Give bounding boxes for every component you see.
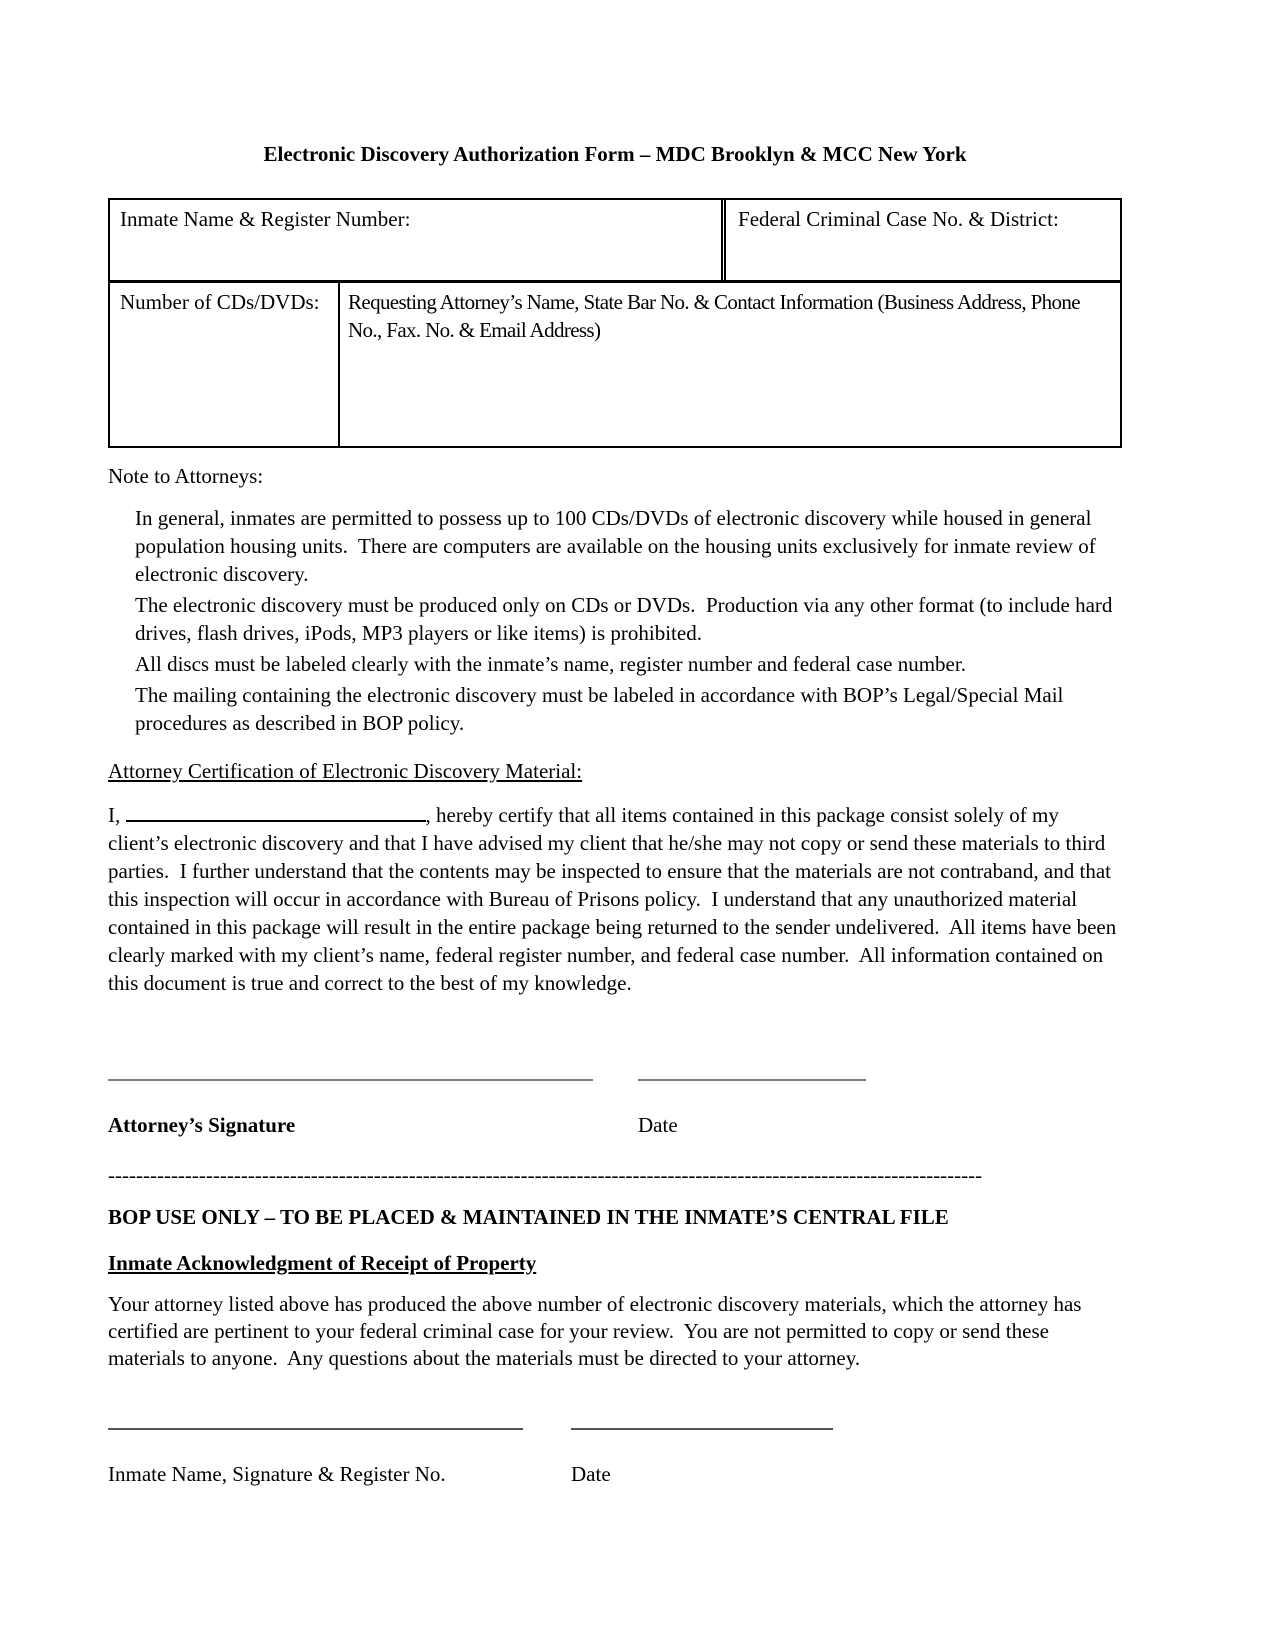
certification-prefix: I, bbox=[108, 803, 126, 827]
note-paragraphs bbox=[135, 504, 1122, 737]
inmate-acknowledgment-heading: Inmate Acknowledgment of Receipt of Property bbox=[108, 1251, 537, 1275]
certification-paragraph bbox=[108, 801, 1122, 997]
number-of-cds-label: Number of CDs/DVDs: bbox=[120, 290, 320, 314]
info-table-row-2 bbox=[110, 283, 1120, 446]
attorney-signature-block bbox=[108, 1079, 1122, 1139]
note-to-attorneys-heading: Note to Attorneys: bbox=[108, 464, 264, 488]
inmate-name-label: Inmate Name & Register Number: bbox=[120, 207, 411, 231]
note-paragraph: The electronic discovery must be produced only on CDs or DVDs. Production via any other format (to include hard drives, flash drives, iPods, MP3 players or like items) is prohibited. bbox=[135, 593, 1118, 645]
attorney-name-blank[interactable] bbox=[126, 804, 426, 822]
requesting-attorney-field[interactable] bbox=[338, 283, 1120, 446]
inmate-date-line[interactable] bbox=[571, 1428, 833, 1430]
attorney-date-label: Date bbox=[638, 1113, 678, 1137]
federal-case-field[interactable] bbox=[721, 200, 1120, 280]
attorney-date-line[interactable] bbox=[638, 1079, 866, 1081]
inmate-name-field[interactable] bbox=[110, 200, 721, 280]
inmate-signature-line[interactable] bbox=[108, 1428, 523, 1430]
attorney-certification-heading: Attorney Certification of Electronic Discovery Material: bbox=[108, 759, 583, 783]
note-paragraph: All discs must be labeled clearly with the inmate’s name, register number and federal case number. bbox=[135, 652, 966, 676]
inmate-date-label: Date bbox=[571, 1462, 611, 1486]
inmate-signature-label: Inmate Name, Signature & Register No. bbox=[108, 1462, 446, 1486]
note-paragraph: In general, inmates are permitted to possess up to 100 CDs/DVDs of electronic discovery while housed in general population housing units. There are computers are available on the housing units exclusively for inmate review of electronic discovery. bbox=[135, 506, 1101, 586]
bop-use-only-heading: BOP USE ONLY – TO BE PLACED & MAINTAINED IN THE INMATE’S CENTRAL FILE bbox=[108, 1205, 949, 1229]
info-table bbox=[108, 198, 1122, 448]
note-paragraph: The mailing containing the electronic discovery must be labeled in accordance with BOP’s Legal/Special Mail procedures as described in BOP policy. bbox=[135, 683, 1069, 735]
inmate-acknowledgment-paragraph: Your attorney listed above has produced the above number of electronic discovery materials, which the attorney has certified are pertinent to your federal criminal case for your review. You are not permitted to copy or send these materials to anyone. Any questions about the materials must be directed to your attorney. bbox=[108, 1292, 1087, 1370]
requesting-attorney-label: Requesting Attorney’s Name, State Bar No. & Contact Information (Business Address, Phone No., Fax. No. & Email Address) bbox=[348, 290, 1080, 342]
info-table-row-1 bbox=[110, 200, 1120, 283]
section-divider: ----------------------------------------------------------------------------------------------------------------------------- bbox=[108, 1163, 983, 1187]
inmate-signature-block bbox=[108, 1428, 1122, 1488]
number-of-cds-field[interactable] bbox=[110, 283, 338, 446]
certification-body: , hereby certify that all items contained in this package consist solely of my client’s electronic discovery and that I have advised my client that he/she may not copy or send these materials to third parties. I further understand that the contents may be inspected to ensure that the materials are not contraband, and that this inspection will occur in accordance with Bureau of Prisons policy. I understand that any unauthorized material contained in this package will result in the entire package being returned to the sender undelivered. All items have been clearly marked with my client’s name, federal register number, and federal case number. All information contained on this document is true and correct to the best of my knowledge. bbox=[108, 803, 1122, 995]
form-title: Electronic Discovery Authorization Form – MDC Brooklyn & MCC New York bbox=[263, 142, 967, 166]
attorney-signature-line[interactable] bbox=[108, 1079, 593, 1081]
attorney-signature-label: Attorney’s Signature bbox=[108, 1113, 296, 1137]
federal-case-label: Federal Criminal Case No. & District: bbox=[738, 207, 1059, 231]
